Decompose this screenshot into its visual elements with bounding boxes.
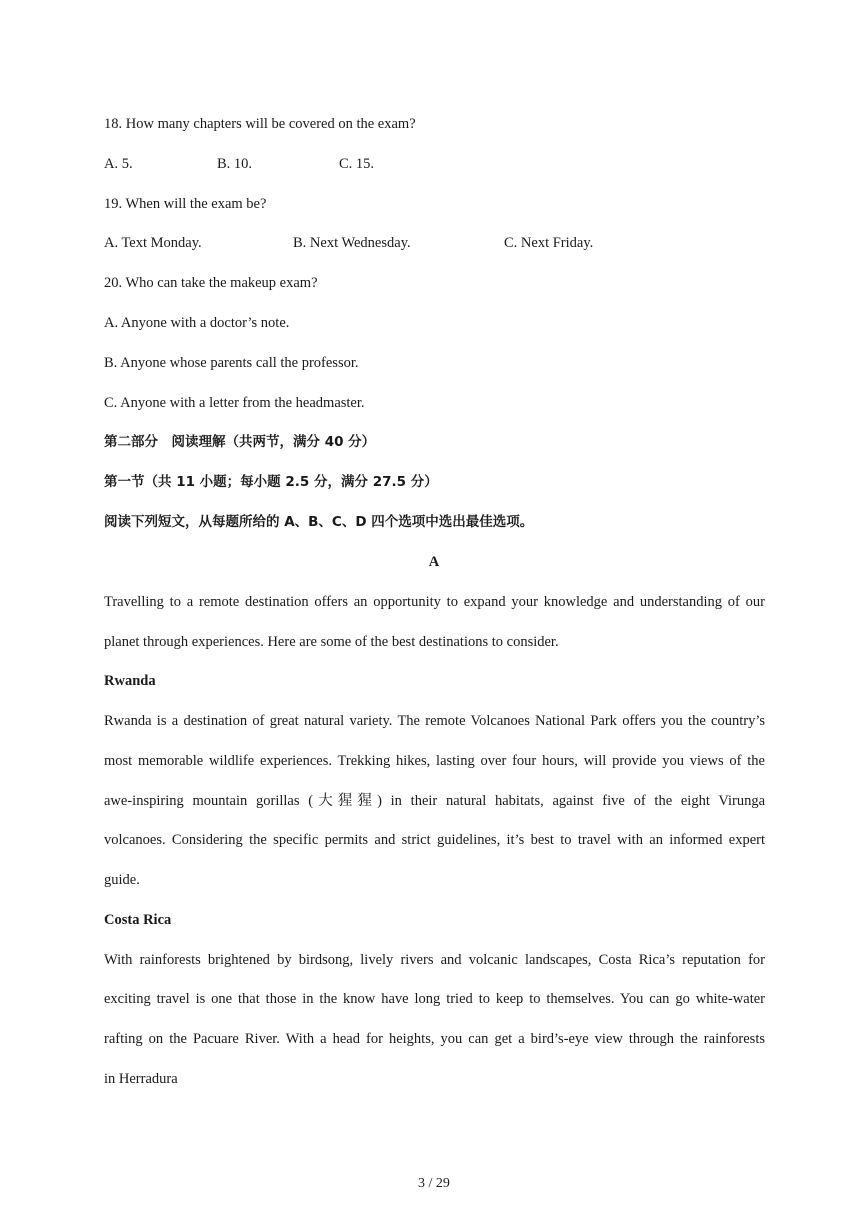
costa-rica-line-4: in Herradura [104, 1071, 178, 1087]
rwanda-line-4: volcanoes. Considering the specific permits and strict guidelines, it’s best to travel with an informed expert [104, 832, 765, 848]
costa-rica-line-2: exciting travel is one that those in the know have long tried to keep to themselves. You can go white-water [104, 991, 765, 1007]
part-heading: 第二部分 阅读理解（共两节，满分 40 分） [104, 434, 376, 450]
intro-line-2: planet through experiences. Here are some of the best destinations to consider. [104, 634, 559, 650]
question-20-option-b: B. Anyone whose parents call the professor. [104, 355, 359, 371]
question-19-option-a: A. Text Monday. [104, 235, 202, 251]
question-19-option-b: B. Next Wednesday. [293, 235, 411, 251]
sub-heading: 第一节（共 11 小题；每小题 2.5 分，满分 27.5 分） [104, 474, 438, 490]
page-indicator: 3 / 29 [418, 1176, 450, 1191]
question-19-option-c: C. Next Friday. [504, 235, 594, 251]
costa-rica-line-3: rafting on the Pacuare River. With a head for heights, you can get a bird’s-eye view through the rainforests [104, 1031, 765, 1047]
question-19-stem: 19. When will the exam be? [104, 196, 267, 212]
rwanda-line-1: Rwanda is a destination of great natural variety. The remote Volcanoes National Park offers you the country’s [104, 713, 765, 729]
intro-line-1: Travelling to a remote destination offers an opportunity to expand your knowledge and understanding of our [104, 594, 765, 610]
question-18-option-a: A. 5. [104, 156, 133, 172]
question-20-option-a: A. Anyone with a doctor’s note. [104, 315, 290, 331]
question-18-stem: 18. How many chapters will be covered on the exam? [104, 116, 416, 132]
rwanda-line-3: awe-inspiring mountain gorillas (大猩猩) in their natural habitats, against five of the eight Virunga [104, 793, 765, 809]
instruction: 阅读下列短文，从每题所给的 A、B、C、D 四个选项中选出最佳选项。 [104, 514, 534, 530]
passage-letter: A [428, 554, 440, 570]
question-20-option-c: C. Anyone with a letter from the headmaster. [104, 395, 365, 411]
costa-rica-line-1: With rainforests brightened by birdsong, lively rivers and volcanic landscapes, Costa Rica’s reputation for [104, 952, 765, 968]
rwanda-line-2: most memorable wildlife experiences. Trekking hikes, lasting over four hours, will provide you views of the [104, 753, 765, 769]
question-18-option-b: B. 10. [217, 156, 253, 172]
rwanda-heading: Rwanda [104, 673, 156, 689]
question-18-option-c: C. 15. [339, 156, 375, 172]
question-20-stem: 20. Who can take the makeup exam? [104, 275, 318, 291]
costa-rica-heading: Costa Rica [104, 912, 172, 928]
rwanda-line-5: guide. [104, 872, 140, 888]
